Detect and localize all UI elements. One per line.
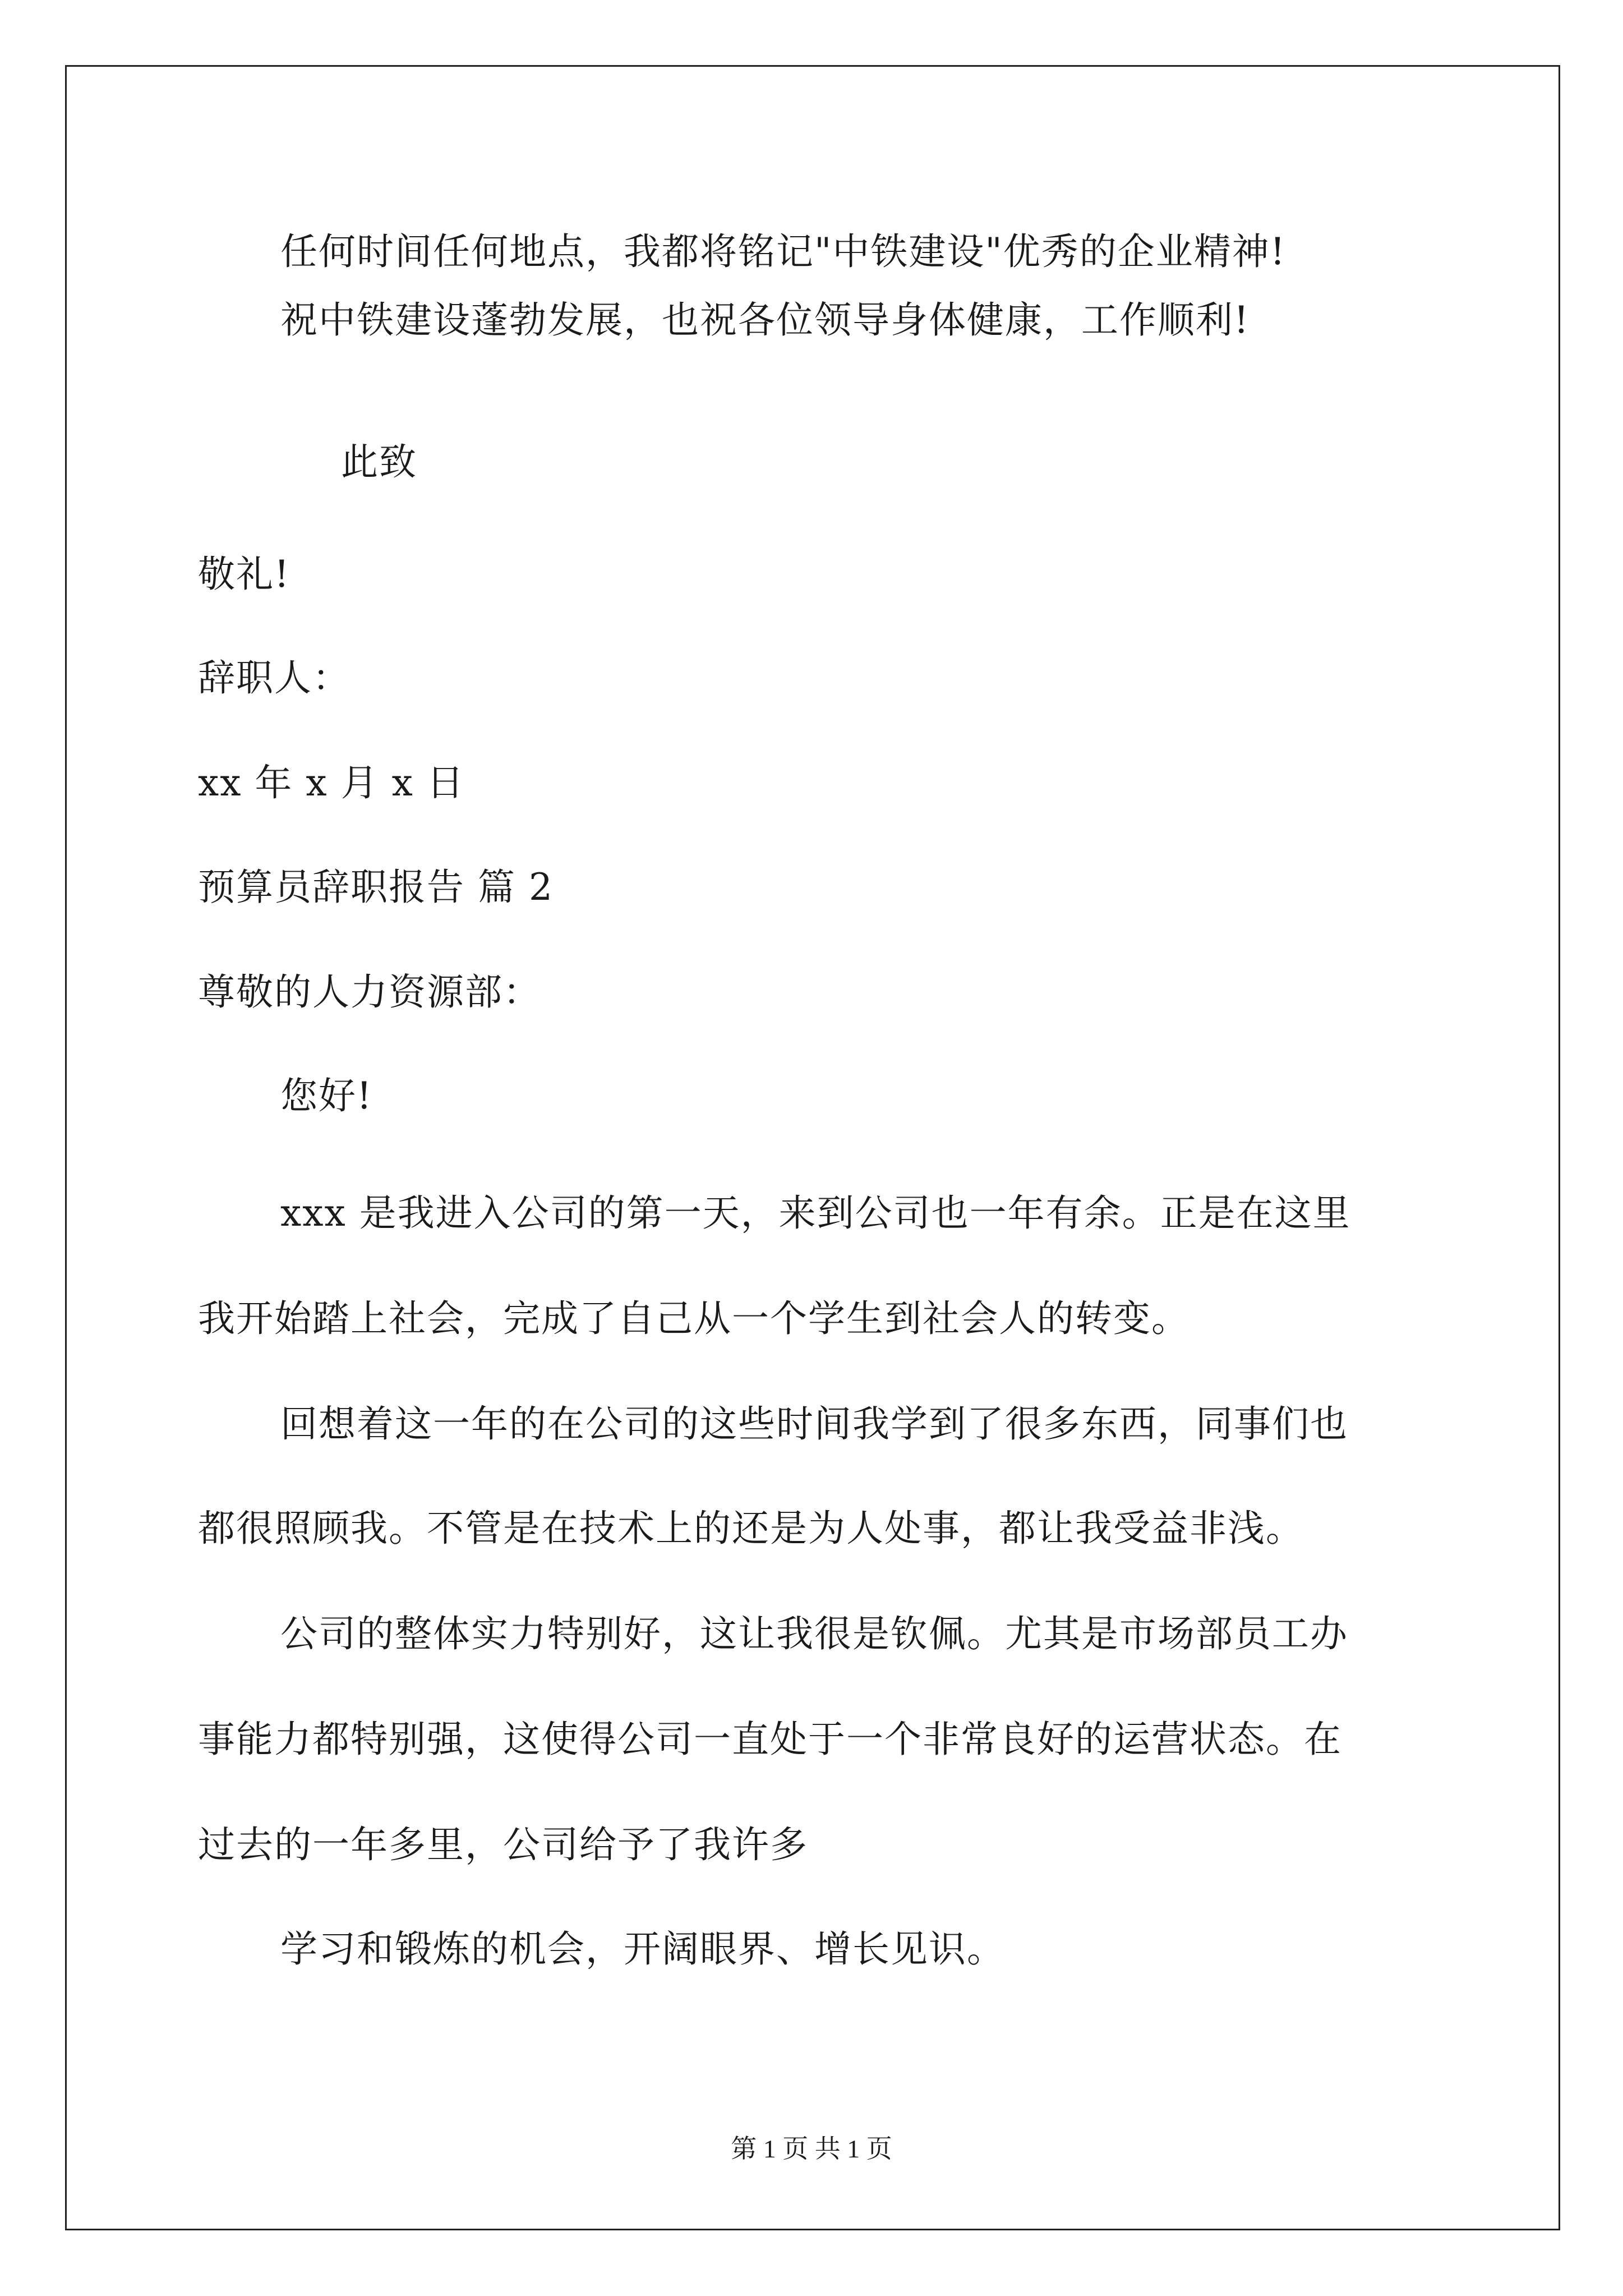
paragraph-line: 我开始踏上社会，完成了自己从一个学生到社会人的转变。 <box>198 1297 1189 1340</box>
date-line: xx 年 x 月 x 日 <box>198 761 465 804</box>
paragraph-line: 学习和锻炼的机会，开阔眼界、增长见识。 <box>280 1927 1005 1971</box>
greeting-line: 您好! <box>280 1074 373 1117</box>
paragraph-line: 过去的一年多里，公司给予了我许多 <box>198 1823 808 1866</box>
page-footer: 第 1 页 共 1 页 <box>731 2134 892 2163</box>
closing-regards: 敬礼! <box>198 553 291 596</box>
paragraph-line: 回想着这一年的在公司的这些时间我学到了很多东西，同事们也 <box>280 1402 1348 1446</box>
paragraph-line: xxx 是我进入公司的第一天，来到公司也一年有余。正是在这里 <box>280 1191 1351 1235</box>
paragraph-line: 事能力都特别强，这使得公司一直处于一个非常良好的运营状态。在 <box>198 1718 1342 1761</box>
section-heading: 预算员辞职报告 篇 2 <box>198 866 554 909</box>
paragraph-line: 公司的整体实力特别好，这让我很是钦佩。尤其是市场部员工办 <box>280 1612 1348 1655</box>
paragraph-line: 都很照顾我。不管是在技术上的还是为人处事，都让我受益非浅。 <box>198 1507 1304 1550</box>
signature-label: 辞职人： <box>198 656 351 700</box>
paragraph-line: 任何时间任何地点，我都将铭记"中铁建设"优秀的企业精神! <box>280 230 1287 273</box>
closing-salutation: 此致 <box>341 440 417 484</box>
paragraph-line: 祝中铁建设蓬勃发展，也祝各位领导身体健康，工作顺利! <box>280 298 1250 342</box>
recipient-line: 尊敬的人力资源部： <box>198 970 541 1014</box>
page-border <box>65 65 1560 2230</box>
